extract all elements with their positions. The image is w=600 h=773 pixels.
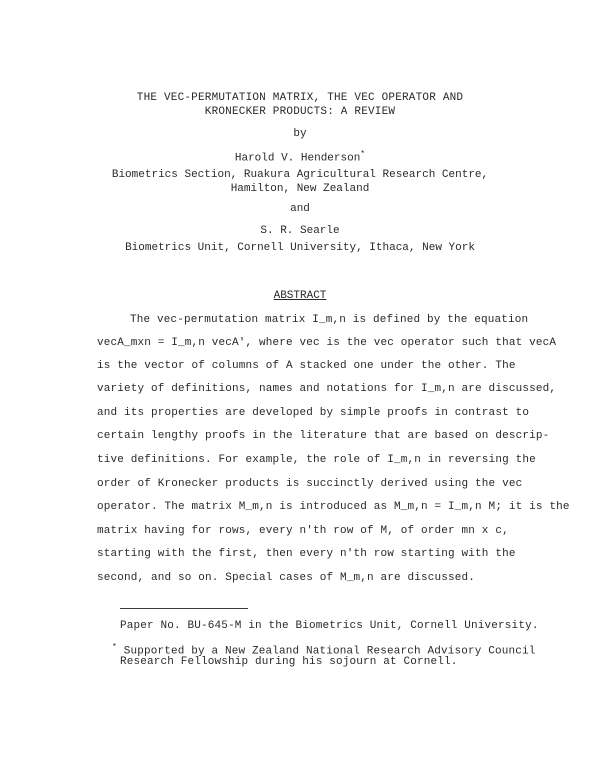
abstract-line: order of Kronecker products is succinctly derived using the vec: [97, 478, 523, 490]
abstract-heading: ABSTRACT: [273, 290, 327, 302]
author1-name: Harold V. Henderson: [234, 152, 361, 165]
abstract-line: is the vector of columns of A stacked one under the other. The: [97, 360, 516, 372]
abstract-line: certain lengthy proofs in the literature that are based on descrip-: [97, 430, 550, 442]
footnote-support-2: Research Fellowship during his sojourn at Cornell.: [120, 656, 458, 668]
and-label: and: [290, 203, 310, 215]
author1-affiliation-1: Biometrics Section, Ruakura Agricultural Research Centre,: [111, 169, 489, 181]
abstract-line: matrix having for rows, every n'th row of M, of order mn x c,: [97, 525, 509, 537]
abstract-line: and its properties are developed by simple proofs in contrast to: [97, 407, 530, 419]
abstract-line: operator. The matrix M_m,n is introduced as M_m,n = I_m,n M; it is the: [97, 501, 570, 513]
footnote-mark: *: [112, 643, 117, 652]
abstract-line: second, and so on. Special cases of M_m,n are discussed.: [97, 572, 476, 584]
title-line-2: KRONECKER PRODUCTS: A REVIEW: [204, 106, 396, 118]
footnote-divider: [120, 608, 248, 609]
author2-name: S. R. Searle: [260, 225, 340, 237]
abstract-line: The vec-permutation matrix I_m,n is defined by the equation: [130, 314, 529, 326]
author1-block: [0, 150, 600, 165]
author1-footnote-mark: *: [360, 150, 366, 159]
abstract-line: vecA_mxn = I_m,n vecA', where vec is the vec operator such that vecA: [97, 337, 557, 349]
abstract-line: starting with the first, then every n'th row starting with the: [97, 548, 516, 560]
footnote-support-text-1: Supported by a New Zealand National Research Advisory Council: [123, 645, 536, 658]
title-line-1: THE VEC-PERMUTATION MATRIX, THE VEC OPERATOR AND: [136, 92, 464, 104]
abstract-line: tive definitions. For example, the role of I_m,n in reversing the: [97, 454, 536, 466]
author2-affiliation: Biometrics Unit, Cornell University, Ithaca, New York: [125, 242, 475, 254]
by-label: by: [293, 128, 307, 140]
footnote-paper-number: Paper No. BU-645-M in the Biometrics Unit, Cornell University.: [120, 620, 539, 632]
abstract-line: variety of definitions, names and notations for I_m,n are discussed,: [97, 383, 557, 395]
author1-affiliation-2: Hamilton, New Zealand: [230, 183, 370, 195]
